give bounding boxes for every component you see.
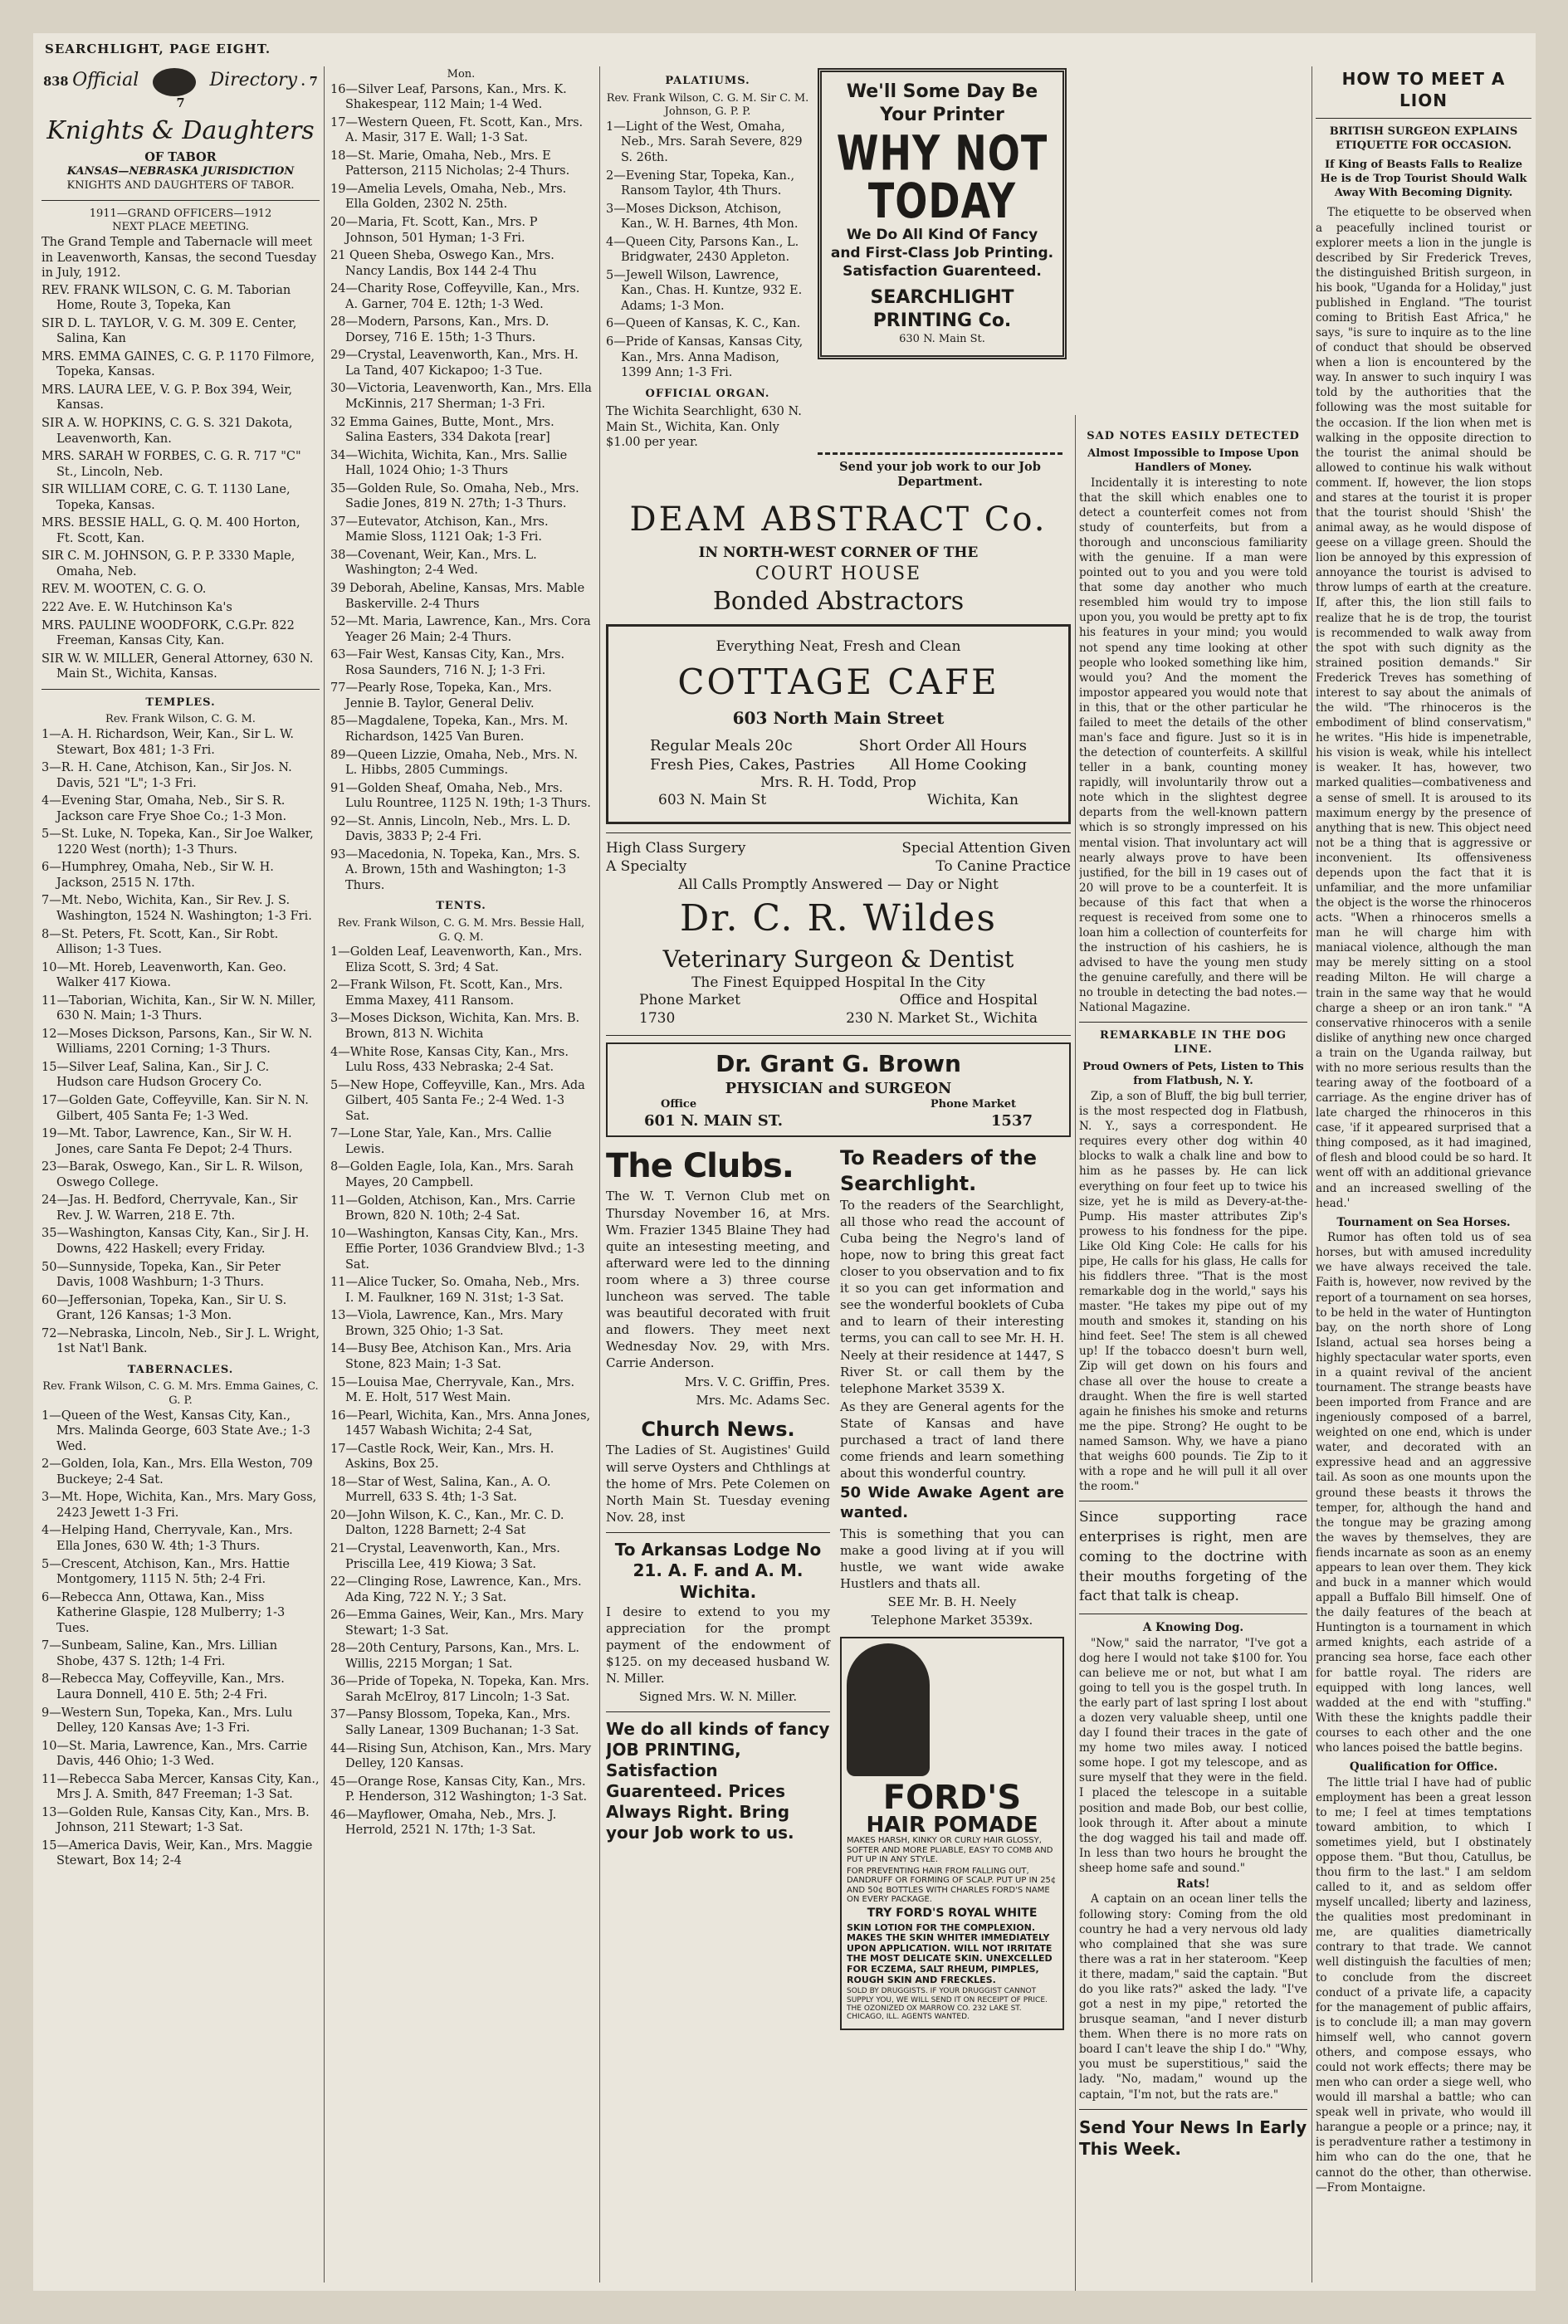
right-articles [840, 1145, 1064, 2038]
official-label: Official [72, 70, 139, 90]
temple-entry: 1—A. H. Richardson, Weir, Kan., Sir L. W. Stewart, Box 481; 1-3 Fri. [42, 728, 294, 757]
tent-entry: 16—Pearl, Wichita, Kan., Mrs. Anna Jones, 1457 Wabash Wichita; 2-4 Sat, [330, 1409, 591, 1438]
temple-entry: 17—Golden Gate, Coffeyville, Kan. Sir N. N. Gilbert, 405 Santa Fe; 1-3 Wed. [42, 1094, 309, 1123]
tabernacle-entry: 92—St. Annis, Lincoln, Neb., Mrs. L. D. Davis, 3833 P; 2-4 Fri. [330, 814, 571, 844]
tabernacle-entry: 13—Golden Rule, Kansas City, Kan., Mrs. B. Johnson, 211 Stewart; 1-3 Sat. [42, 1805, 310, 1835]
tent-entry: 45—Orange Rose, Kansas City, Kan., Mrs. P. Henderson, 312 Washington; 1-3 Sat. [330, 1775, 588, 1804]
tent-entry: 13—Viola, Lawrence, Kan., Mrs. Mary Brown, 325 Ohio; 1-3 Sat. [330, 1309, 564, 1338]
cafe-tag: Everything Neat, Fresh and Clean [716, 638, 961, 656]
vet-office-label: Office and Hospital [899, 992, 1038, 1009]
tabernacle-entry: 16—Silver Leaf, Parsons, Kan., Mrs. K. Shakespear, 112 Main; 1-4 Wed. [330, 82, 567, 112]
cafe-street: 603 North Main Street [732, 707, 945, 728]
temple-entry: 24—Jas. H. Bedford, Cherryvale, Kan., Sir Rev. J. W. Warren, 218 E. 7th. [42, 1194, 298, 1223]
lion-text: The etiquette to be observed when a peacefully inclined tourist or explorer meets a lion in the jungle is described by Sir Frederick Treves, the distinguished British surgeon, in his book, "Uganda for a Holiday," just published in England. "The tourist coming to British East Africa," he says, "is sure to inquire as to the line of conduct that should be observed when a lion is encountered by the way. In answer to such inquiry I was told by the authorities that the following was the most suitable for the occasion. If the lion when met is walking in the opposite direction to the tourist the animal should be allowed to continue his walk without comment. If, however, the lion stops and stares at the tourist it is proper that the tourist should 'Shish' the animal away, as he would dispose of geese on a village green. Should the lion be annoyed by this expression of annoyance the tourist is advised to throw lumps of earth at the creature. If, after this, the lion still fails to realize that he is de trop, the tourist is recommended to walk away from the spot with such dignity as the strained position demands." Sir Frederick Treves has something of interest to say about the animals of the wild. "The rhinoceros is the embodiment of blind conservatism," he writes. "His hide is impenetrable, his vision is weak, while his intellect is weaker. It has, however, two marked qualities—combativeness and a sense of smell. It is aroused to its maximum energy by the presence of anything that is new. This object need not be a thing that is aggressive or inconvenient. Its offensiveness depends upon the fact that it is unfamiliar, and the more unfamiliar the object is the worse the rhinoceros acts. "When a rhinoceros smells a man he will charge him with maniacal violence, although the man may be merely sitting on a stool reading Milton. He will charge a train in the same way that he would charge a sheep or an iron tank." "A conservative rhinoceros with a senile dislike of anything new once charged a train on the Uganda railway, but with no more serious results than the tearing away of the footboard of a carriage. As the engine driver has of late charged the rhinoceros in this case, 'if it appeared surprised that a thing composed, as it had imagined, of flesh and blood could be so hard. It went off with an additional grievance and an increased swelling of the head.' [1316, 206, 1531, 1210]
officer-entry: SIR C. M. JOHNSON, G. P. P. 3330 Maple, Omaha, Neb. [42, 549, 296, 579]
brown-address: 601 N. MAIN ST. [644, 1112, 784, 1130]
tabernacle-entry: 19—Amelia Levels, Omaha, Neb., Mrs. Ella Golden, 2302 N. 25th. [330, 182, 567, 212]
readers-see: SEE Mr. B. H. Neely [887, 1594, 1017, 1609]
tabernacles-continued-list [330, 82, 592, 894]
brown-phone-number: 1537 [990, 1112, 1033, 1130]
dog-line-heading: REMARKABLE IN THE DOG LINE. [1100, 1029, 1287, 1057]
clubs-text: The W. T. Vernon Club met on Thursday November 16, at Mrs. Wm. Frazier 1345 Blaine They had quite an intesesting meeting, and afterward were led to the dinning room where a 3) three course luncheon was served. The table was beautiful decorated with fruit and flowers. They meet next Wednesday Nov. 29, with Mrs. Carrie Anderson. [606, 1189, 830, 1371]
tabernacle-entry: 30—Victoria, Leavenworth, Kan., Mrs. Ella McKinnis, 217 Sherman; 1-3 Fri. [330, 382, 592, 412]
tent-entry: 28—20th Century, Parsons, Kan., Mrs. L. Willis, 2215 Morgan; 1 Sat. [330, 1642, 579, 1671]
vet-special: Special Attention Given [901, 840, 1071, 857]
tabernacle-entry: 39 Deborah, Abeline, Kansas, Mrs. Mable Baskerville. 2-4 Thurs [330, 582, 585, 611]
temple-entry: 35—Washington, Kansas City, Kan., Sir J. H. Downs, 422 Haskell; every Friday. [42, 1227, 310, 1256]
tent-entry: 5—New Hope, Coffeyville, Kan., Mrs. Ada Gilbert, 405 Santa Fe.; 2-4 Wed. 1-3 Sat. [330, 1078, 585, 1123]
tabor-emblem-icon [153, 68, 196, 96]
temple-entry: 7—Mt. Nebo, Wichita, Kan., Sir Rev. J. S. Washington, 1524 N. Washington; 1-3 Fri. [42, 894, 312, 924]
readers-heading: To Readers of the Searchlight. [840, 1146, 1038, 1195]
tabernacle-entry: 24—Charity Rose, Coffeyville, Kan., Mrs. A. Garner, 704 E. 12th; 1-3 Wed. [330, 282, 580, 311]
tents-heading: TENTS. [436, 900, 486, 913]
tournament-heading: Tournament on Sea Horses. [1336, 1215, 1511, 1229]
brown-title: PHYSICIAN and SURGEON [725, 1079, 952, 1097]
brown-office-label: Office [661, 1097, 697, 1111]
knowing-dog-text: "Now," said the narrator, "I've got a dog here I would not take $100 for. You can believe me or not, but what I am going to tell you is the gospel truth. In the early part of last spring I lost about a dozen very valuable sheep, until one day I found their traces in the gate of my home two miles away. I noticed some hope. I got my telescope, and as sure myself that they were in the field. I placed the telescope in a suitable position and made Bob, our best collie, look through it. After about a minute the dog wagged his tail and made off. In less than two hours he brought the sheep home safe and sound." [1079, 1636, 1307, 1875]
tabernacle-entry: 5—Crescent, Atchison, Kan., Mrs. Hattie Montgomery, 1115 N. 5th; 2-4 Fri. [42, 1557, 290, 1587]
tabernacle-entry: 15—America Davis, Weir, Kan., Mrs. Maggie Stewart, Box 14; 2-4 [42, 1838, 313, 1868]
palatium-entry: 6—Queen of Kansas, K. C., Kan. [606, 317, 801, 331]
readers-text2: As they are General agents for the State of Kansas and have purchased a tract of land there come friends and learn something about this wonderful country. [840, 1399, 1064, 1482]
tabernacles-list [42, 1409, 320, 1869]
clubs-sig1: Mrs. V. C. Griffin, Pres. [684, 1374, 830, 1389]
printer-ad-headline: WHY NOT TODAY [836, 124, 1048, 229]
lodge-text: I desire to extend to you my appreciation for the prompt payment of the endowment of $125. on my deceased husband W. N. Miller. [606, 1604, 830, 1687]
grand-officers-head: 1911—GRAND OFFICERS—1912 [89, 207, 272, 220]
tent-entry: 44—Rising Sun, Atchison, Kan., Mrs. Mary Delley, 120 Kansas. [330, 1741, 592, 1771]
official-organ-text: The Wichita Searchlight, 630 N. Main St., Wichita, Kan. Only $1.00 per year. [606, 405, 802, 450]
column-lion-article [1316, 68, 1531, 2284]
fords-sub: HAIR POMADE [866, 1813, 1038, 1838]
tabernacle-entry: 8—Rebecca May, Coffeyville, Kan., Mrs. Laura Donnell, 410 E. 5th; 2-4 Fri. [42, 1672, 285, 1702]
tent-entry: 22—Clinging Rose, Lawrence, Kan., Mrs. Ada King, 722 N. Y.; 3 Sat. [330, 1575, 582, 1604]
tabernacle-entry: 85—Magdalene, Topeka, Kan., Mrs. M. Richardson, 1425 Van Buren. [330, 715, 569, 744]
brown-name: Dr. Grant G. Brown [716, 1049, 961, 1077]
tabernacle-entry: 9—Western Sun, Topeka, Kan., Mrs. Lulu Delley, 120 Kansas Ave; 1-3 Fri. [42, 1706, 293, 1736]
temple-entry: 72—Nebraska, Lincoln, Neb., Sir J. L. Wright, 1st Nat'l Bank. [42, 1326, 320, 1356]
directory-header [42, 68, 320, 112]
tabernacles-heading: TABERNACLES. [127, 1363, 234, 1376]
tent-entry: 46—Mayflower, Omaha, Neb., Mrs. J. Herrold, 2521 N. 17th; 1-3 Sat. [330, 1808, 557, 1838]
tabernacle-entry: 17—Western Queen, Ft. Scott, Kan., Mrs. A. Masir, 317 E. Wall; 1-3 Sat. [330, 115, 584, 145]
palatiums-sub: Rev. Frank Wilson, C. G. M. Sir C. M. Johnson, G. P. P. [606, 91, 809, 119]
vet-name: Dr. C. R. Wildes [679, 897, 997, 940]
column-rule [324, 66, 325, 2282]
fords-try: TRY FORD'S ROYAL WHITE [867, 1906, 1038, 1920]
temple-entry: 60—Jeffersonian, Topeka, Kan., Sir U. S. Grant, 126 Kansas; 1-3 Mon. [42, 1293, 287, 1323]
issue-number: 838 [43, 75, 69, 89]
column-directory-continued [330, 68, 592, 2284]
officer-entry: MRS. LAURA LEE, V. G. P. Box 394, Weir, Kansas. [42, 383, 293, 413]
race-enterprises-text: Since supporting race enterprises is right, men are coming to the doctrine with their mouths forgeting of the fact that talk is cheap. [1079, 1509, 1307, 1605]
tabernacle-entry: 29—Crystal, Leavenworth, Kan., Mrs. H. La Tand, 407 Kickapoo; 1-3 Tue. [330, 349, 579, 378]
palatiums-heading: PALATIUMS. [665, 75, 750, 87]
palatium-entry: 4—Queen City, Parsons Kan., L. Bridgwater, 2430 Appleton. [606, 235, 799, 265]
sad-notes-sub: Almost Impossible to Impose Upon Handlers of Money. [1087, 447, 1299, 474]
temple-entry: 3—R. H. Cane, Atchison, Kan., Sir Jos. N. Davis, 521 "L"; 1-3 Fri. [42, 761, 292, 790]
sad-notes-text: Incidentally it is interesting to note that the skill which enables one to detect a counterfeit comes not from study of counterfeits, but from a thorough and unconscious familiarity with the genuine. If a man were pointed out to you and you were told that some day another who much resembled him would try to impose upon you, you would be pretty apt to fix his features in your mind; you would not spend any time looking at other people who looked something like him, would you? And the moment the impostor appeared you would note that in this, that or the other particular he failed to meet the details of the other man's face and figure. Just so it is in the detection of counterfeits. A skillful teller in a bank, counting money rapidly, will involuntarily throw out a note which in the slightest degree departs from the well-known pattern which is so strongly impressed on his mental vision. That involuntary act will nearly always prove to have been justified, for the bill in 19 cases out of 20 will prove to be a counterfeit. It is because of this fact that when a request is received from some one to loan him a collection of counterfeits for the instruction of his cashiers, he is advised to have the young men study the genuine carefully, and there will be no trouble in detecting the bad notes.—National Magazine. [1079, 476, 1307, 1015]
tabernacle-entry: 11—Rebecca Saba Mercer, Kansas City, Kan., Mrs J. A. Smith, 847 Freeman; 1-3 Sat. [42, 1772, 320, 1802]
temple-entry: 6—Humphrey, Omaha, Neb., Sir W. H. Jackson, 2515 N. 17th. [42, 861, 274, 890]
tent-entry: 18—Star of West, Salina, Kan., A. O. Murrell, 633 S. 4th; 1-3 Sat. [330, 1475, 551, 1505]
woman-portrait-icon [847, 1643, 930, 1776]
directory-label: Directory [209, 70, 298, 90]
jurisdiction: KANSAS—NEBRASKA JURISDICTION [66, 165, 295, 178]
printer-ad-company: SEARCHLIGHT PRINTING Co. [870, 286, 1014, 331]
job-printing-ad: We do all kinds of fancy JOB PRINTING, Satisfaction Guarenteed. Prices Always Right. Bring your Job work to us. [606, 1719, 830, 1843]
deam-abstract-ad [606, 499, 1071, 618]
vet-phone-number: 1730 [639, 1010, 676, 1028]
masthead: SEARCHLIGHT, PAGE EIGHT. [45, 42, 271, 56]
of-tabor: OF TABOR [144, 149, 217, 164]
tent-entry: 14—Busy Bee, Atchison Kan., Mrs. Aria Stone, 823 Main; 1-3 Sat. [330, 1342, 572, 1371]
official-organ-heading: OFFICIAL ORGAN. [645, 387, 770, 400]
cafe-home-cooking: All Home Cooking [889, 755, 1027, 774]
temple-entry: 23—Barak, Oswego, Kan., Sir L. R. Wilson, Oswego College. [42, 1160, 304, 1189]
tabernacle-entry: 34—Wichita, Wichita, Kan., Mrs. Sallie Hall, 1024 Ohio; 1-3 Thurs [330, 448, 568, 478]
officer-entry: MRS. EMMA GAINES, C. G. P. 1170 Filmore, Topeka, Kansas. [42, 349, 315, 379]
officer-entry: REV. M. WOOTEN, C. G. O. [42, 583, 207, 597]
knowing-dog-heading: A Knowing Dog. [1142, 1621, 1244, 1635]
column-directory [42, 68, 320, 2284]
palatiums-list [606, 120, 809, 381]
deam-line4: Bonded Abstractors [712, 587, 965, 617]
job-ad: Send your job work to our Job Department. [818, 452, 1062, 496]
lodge-sig: Signed Mrs. W. N. Miller. [638, 1689, 798, 1705]
tent-entry: 26—Emma Gaines, Weir, Kan., Mrs. Mary Stewart; 1-3 Sat. [330, 1609, 584, 1638]
qualification-heading: Qualification for Office. [1349, 1760, 1498, 1774]
tabernacle-entry: 18—St. Marie, Omaha, Neb., Mrs. E Patterson, 2115 Nicholas; 2-4 Thurs. [330, 149, 570, 178]
readers-text: To the readers of the Searchlight, all those who read the account of Cuba being the Negro's land of hope, now to bring this great fact closer to you observation and to fix it so you can get information and see the wonderful booklets of Cuba and to learn of their interesting terms, you can call to see Mr. H. H. Neely at their residence at 1447, S River St. or call them by the telephone Market 3539 X. [840, 1197, 1064, 1396]
brown-phone-label: Phone Market [930, 1097, 1016, 1111]
tent-entry: 36—Pride of Topeka, N. Topeka, Kan. Mrs. Sarah McElroy, 817 Lincoln; 1-3 Sat. [330, 1675, 589, 1704]
tabernacle-entry: 20—Maria, Ft. Scott, Kan., Mrs. P Johnson, 501 Hyman; 1-3 Fri. [330, 216, 538, 245]
vet-phone-label: Phone Market [639, 992, 740, 1009]
tabernacle-entry: 91—Golden Sheaf, Omaha, Neb., Mrs. Lulu Rountree, 1125 N. 19th; 1-3 Thurs. [330, 781, 591, 811]
fords-text2: FOR PREVENTING HAIR FROM FALLING OUT, DANDRUFF OR FORMING OF SCALP. PUT UP IN 25¢ AND 50¢ BOTTLES WITH CHARLES FORD'S NAME ON EVERY PACKAGE. [847, 1866, 1057, 1905]
tent-entry: 10—Washington, Kansas City, Kan., Mrs. Effie Porter, 1036 Grandview Blvd.; 1-3 Sat. [330, 1227, 585, 1272]
tent-entry: 11—Golden, Atchison, Kan., Mrs. Carrie Brown, 820 N. 10th; 2-4 Sat. [330, 1194, 576, 1223]
tournament-text: Rumor has often told us of sea horses, but with amused incredulity we have always received the tale. Faith is, however, now revived by the report of a tournament on sea horses, to be held in the water of Huntington bay, on the north shore of Long Island, actual sea horses being a highly spectacular water sports, even in a quaint revival of the ancient tournament. The strange beasts have been imported from France and are ingeniously composed of a barrel, weighted on one end, which is under water, and decorated with an expressive head and an aggressive tail. As soon as one mounts upon the ground these beasts it throws the temper, for, although the hand and the tongue may be grazing among the waves by themselves, they are fiends incarnate as soon as an enemy appears to lean over them. They kick and buck in a manner which would appall a Buffalo Bill himself. One of the daily features of the beach at Huntington is a tournament in which armed knights, each astride of a prancing sea horse, face each other for battle royal. The riders are equipped with long lances, well wadded at the end with "stuffing." With these the knights paddle their courses to each other and the one who lances poised the battle begins. [1316, 1231, 1531, 1755]
vet-hospital: The Finest Equipped Hospital In the City [691, 974, 985, 991]
cottage-cafe-ad [606, 624, 1071, 824]
palatium-entry: 1—Light of the West, Omaha, Neb., Mrs. Sarah Severe, 829 S. 26th. [606, 120, 803, 164]
palatium-entry: 6—Pride of Kansas, Kansas City, Kan., Mrs. Anna Madison, 1399 Ann; 1-3 Fri. [606, 334, 804, 380]
tent-entry: 7—Lone Star, Yale, Kan., Mrs. Callie Lewis. [330, 1127, 552, 1156]
column-articles [1079, 423, 1307, 2291]
officer-entry: SIR A. W. HOPKINS, C. G. S. 321 Dakota, Leavenworth, Kan. [42, 417, 293, 446]
meeting-text: The Grand Temple and Tabernacle will meet in Leavenworth, Kansas, the second Tuesday in July, 1912. [42, 235, 317, 281]
tabernacle-entry: 37—Eutevator, Atchison, Kan., Mrs. Mamie Sloss, 1121 Oak; 1-3 Fri. [330, 515, 549, 544]
cafe-address: 603 N. Main St [658, 792, 767, 809]
rats-heading: Rats! [1176, 1877, 1210, 1891]
deam-line2: IN NORTH-WEST CORNER OF THE [698, 544, 979, 562]
tent-entry: 15—Louisa Mae, Cherryvale, Kan., Mrs. M. E. Holt, 517 West Main. [330, 1375, 575, 1405]
vet-title: Veterinary Surgeon & Dentist [662, 945, 1014, 973]
cafe-meals: Regular Meals 20c [650, 736, 793, 754]
lion-sub2: If King of Beasts Falls to Realize He is de Trop Tourist Should Walk Away With Becoming Dignity. [1320, 158, 1527, 199]
readers-telephone: Telephone Market 3539x. [871, 1613, 1033, 1628]
temple-entry: 12—Moses Dickson, Parsons, Kan., Sir W. N. Williams, 2201 Corning; 1-3 Thurs. [42, 1027, 313, 1057]
veterinary-ad [606, 840, 1071, 1028]
brown-ad [606, 1042, 1071, 1138]
issue-number-right: . 7 7 [176, 75, 318, 110]
tents-sub: Rev. Frank Wilson, C. G. M. Mrs. Bessie Hall, G. Q. M. [337, 917, 585, 944]
tent-entry: 4—White Rose, Kansas City, Kan., Mrs. Lulu Ross, 433 Nebraska; 2-4 Sat. [330, 1045, 569, 1075]
palatium-entry: 2—Evening Star, Topeka, Kan., Ransom Taylor, 4th Thurs. [606, 168, 795, 198]
tents-list [330, 945, 592, 1838]
tabernacle-entry: 1—Queen of the West, Kansas City, Kan., Mrs. Malinda George, 603 State Ave.; 1-3 Wed. [42, 1409, 310, 1453]
kdt-heading: KNIGHTS AND DAUGHTERS OF TABOR. [66, 179, 295, 193]
tabernacle-entry: 32 Emma Gaines, Butte, Mont., Mrs. Salina Easters, 334 Dakota [rear] [330, 415, 554, 445]
tabernacle-entry: 35—Golden Rule, So. Omaha, Neb., Mrs. Sadie Jones, 819 N. 27th; 1-3 Thurs. [330, 481, 579, 511]
tabernacle-entry: 77—Pearly Rose, Topeka, Kan., Mrs. Jennie B. Taylor, General Deliv. [330, 681, 552, 710]
temple-entry: 8—St. Peters, Ft. Scott, Kan., Sir Robt. Allison; 1-3 Tues. [42, 927, 279, 957]
dog-line-text: Zip, a son of Bluff, the big bull terrier, is the most respected dog in Flatbush, N. Y., says a correspondent. He requires every other dog within 40 blocks to walk a chalk line and bow to him as he passes by. He can lick everything on four feet up to twice his size, yet he is mild as Devery-at-the-Pump. His master attributes Zip's prowess to his fondness for the pipe. Like Old King Cole: He calls for his pipe, He calls for his glass, He calls for his fiddlers three. "That is the most remarkable dog in the world," says his master. "He takes my pipe out of my mouth and smokes it, standing on his hind feet. See! The stem is all chewed up! If the tobacco doesn't burn well, Zip will get down on his fours and chase all over the house to create a draught. When the fire is well started again he finishes his smoke and returns me the pipe. Strong? He ought to be named Samson. Why, we have a piano that weighs 600 pounds. Tie Zip to it with a rope and he will pull it all over the room." [1079, 1090, 1307, 1494]
vet-specialty: A Specialty [606, 857, 687, 875]
officers-list [42, 283, 320, 682]
tabernacle-entry: 52—Mt. Maria, Lawrence, Kan., Mrs. Cora Yeager 26 Main; 2-4 Thurs. [330, 615, 591, 644]
tabernacle-entry: 38—Covenant, Weir, Kan., Mrs. L. Washington; 2-4 Wed. [330, 548, 537, 578]
vet-surgery: High Class Surgery [606, 840, 746, 857]
column-rule [1075, 415, 1076, 2291]
tabernacle-entry: 93—Macedonia, N. Topeka, Kan., Mrs. S. A. Brown, 15th and Washington; 1-3 Thurs. [330, 847, 580, 892]
officer-entry: 222 Ave. E. W. Hutchinson Ka's [42, 601, 232, 615]
officer-entry: MRS. PAULINE WOODFORK, C.G.Pr. 822 Freeman, Kansas City, Kan. [42, 618, 295, 648]
newspaper-page [33, 33, 1536, 2291]
column-rule [599, 66, 600, 2282]
next-meeting-head: NEXT PLACE MEETING. [112, 221, 249, 234]
cafe-city: Wichita, Kan [926, 792, 1018, 809]
tabernacle-entry: 10—St. Maria, Lawrence, Kan., Mrs. Carrie Davis, 446 Ohio; 1-3 Wed. [42, 1739, 308, 1769]
tent-entry: 1—Golden Leaf, Leavenworth, Kan., Mrs. Eliza Scott, S. 3rd; 4 Sat. [330, 945, 583, 974]
vet-calls: All Calls Promptly Answered — Day or Night [678, 876, 999, 893]
agents-wanted-heading: 50 Wide Awake Agent are wanted. [840, 1484, 1064, 1522]
printer-ad [818, 68, 1067, 359]
fords-name: FORD'S [882, 1779, 1022, 1818]
agents-wanted-text: This is something that you can make a good living at if you will hustle, we want wide awake Hustlers and thats all. [840, 1526, 1064, 1591]
officer-entry: SIR WILLIAM CORE, C. G. T. 1130 Lane, Topeka, Kansas. [42, 483, 291, 512]
palatiums-block [606, 68, 809, 452]
lodge-heading: To Arkansas Lodge No 21. A. F. and A. M. Wichita. [614, 1539, 822, 1603]
tabernacle-entry: 89—Queen Lizzie, Omaha, Neb., Mrs. N. L. Hibbs, 2805 Cummings. [330, 748, 578, 778]
temples-list [42, 727, 320, 1357]
vet-address: 230 N. Market St., Wichita [846, 1010, 1038, 1028]
officer-entry: SIR W. W. MILLER, General Attorney, 630 N. Main St., Wichita, Kansas. [42, 652, 314, 681]
tabernacle-entry: 21 Queen Sheba, Oswego Kan., Mrs. Nancy Landis, Box 144 2-4 Thu [330, 249, 554, 278]
temple-entry: 19—Mt. Tabor, Lawrence, Kan., Sir W. H. Jones, care Santa Fe Depot; 2-4 Thurs. [42, 1127, 293, 1156]
deam-name: DEAM ABSTRACT Co. [629, 500, 1048, 539]
officer-entry: MRS. SARAH W FORBES, C. G. R. 717 "C" St., Lincoln, Neb. [42, 450, 301, 479]
left-articles [606, 1145, 830, 2038]
tent-entry: 11—Alice Tucker, So. Omaha, Neb., Mrs. I. M. Faulkner, 169 N. 31st; 1-3 Sat. [330, 1276, 580, 1305]
cafe-short-order: Short Order All Hours [858, 736, 1027, 754]
temples-sub: Rev. Frank Wilson, C. G. M. [105, 713, 256, 726]
officer-entry: MRS. BESSIE HALL, G. Q. M. 400 Horton, Ft. Scott, Kan. [42, 516, 300, 545]
officer-entry: REV. FRANK WILSON, C. G. M. Taborian Home, Route 3, Topeka, Kan [42, 283, 291, 313]
tent-entry: 20—John Wilson, K. C., Kan., Mr. C. D. Dalton, 1228 Barnett; 2-4 Sat [330, 1508, 564, 1538]
tabernacle-entry: 2—Golden, Iola, Kan., Mrs. Ella Weston, 709 Buckeye; 2-4 Sat. [42, 1457, 313, 1487]
tabernacle-entry: 6—Rebecca Ann, Ottawa, Kan., Miss Katherine Glaspie, 128 Mulberry; 1-3 Tues. [42, 1590, 286, 1635]
vet-canine: To Canine Practice [935, 857, 1071, 875]
tent-entry: 17—Castle Rock, Weir, Kan., Mrs. H. Askins, Box 25. [330, 1442, 554, 1472]
fords-text3: SKIN LOTION FOR THE COMPLEXION. MAKES THE SKIN WHITER IMMEDIATELY UPON APPLICATION. WILL NOT IRRITATE THE MOST DELICATE SKIN. UNEXCELLED FOR ECZEMA, SALT RHEUM, PIMPLES, ROUGH SKIN AND FRECKLES. [847, 1921, 1053, 1985]
fords-pomade-ad [840, 1637, 1064, 2030]
church-heading: Church News. [641, 1417, 795, 1441]
temple-entry: 5—St. Luke, N. Topeka, Kan., Sir Joe Walker, 1220 West (north); 1-3 Thurs. [42, 828, 314, 857]
clubs-heading: The Clubs. [606, 1147, 794, 1186]
temple-entry: 11—Taborian, Wichita, Kan., Sir W. N. Miller, 630 N. Main; 1-3 Thurs. [42, 994, 316, 1023]
tabernacle-entry: 28—Modern, Parsons, Kan., Mrs. D. Dorsey, 716 E. 15th; 1-3 Thurs. [330, 315, 550, 344]
tabernacles-sub: Rev. Frank Wilson, C. G. M. Mrs. Emma Gaines, C. G. P. [42, 1380, 319, 1408]
temples-heading: TEMPLES. [145, 696, 216, 709]
temple-entry: 50—Sunnyside, Topeka, Kan., Sir Peter Davis, 1008 Washburn; 1-3 Thurs. [42, 1260, 281, 1290]
cafe-name: COTTAGE CAFE [677, 662, 999, 703]
palatium-entry: 3—Moses Dickson, Atchison, Kan., W. H. Barnes, 4th Mon. [606, 202, 799, 232]
cafe-prop: Mrs. R. H. Todd, Prop [760, 774, 916, 791]
lion-sub: BRITISH SURGEON EXPLAINS ETIQUETTE FOR OCCASION. [1329, 125, 1518, 152]
tabernacle-entry: 4—Helping Hand, Cherryvale, Kan., Mrs. Ella Jones, 630 W. 4th; 1-3 Thurs. [42, 1524, 293, 1554]
lion-heading: HOW TO MEET A LION [1341, 69, 1506, 110]
dog-line-sub: Proud Owners of Pets, Listen to This from Flatbush, N. Y. [1082, 1061, 1304, 1088]
palatium-entry: 5—Jewell Wilson, Lawrence, Kan., Chas. H. Kuntze, 932 E. Adams; 1-3 Mon. [606, 268, 803, 313]
printer-ad-line1: We'll Some Day Be Your Printer [846, 81, 1038, 126]
tabernacle-entry: 7—Sunbeam, Saline, Kan., Mrs. Lillian Shobe, 437 S. 12th; 1-4 Fri. [42, 1639, 278, 1668]
column-ads [606, 68, 1071, 2284]
tabernacle-entry: 63—Fair West, Kansas City, Kan., Mrs. Rosa Saunders, 716 N. J; 1-3 Fri. [330, 648, 565, 677]
tent-entry: 21—Crystal, Leavenworth, Kan., Mrs. Priscilla Lee, 419 Kiowa; 3 Sat. [330, 1541, 560, 1571]
tent-entry: 37—Pansy Blossom, Topeka, Kan., Mrs. Sally Lanear, 1309 Buchanan; 1-3 Sat. [330, 1708, 579, 1737]
tent-entry: 3—Moses Dickson, Wichita, Kan. Mrs. B. Brown, 813 N. Wichita [330, 1012, 580, 1042]
officer-entry: SIR D. L. TAYLOR, V. G. M. 309 E. Center, Salina, Kan [42, 316, 297, 346]
tabernacle-entry: 3—Mt. Hope, Wichita, Kan., Mrs. Mary Goss, 2423 Jewett 1-3 Fri. [42, 1491, 317, 1520]
printer-ad-text: We Do All Kind Of Fancy and First-Class Job Printing. Satisfaction Guarenteed. [830, 227, 1054, 280]
fords-text1: MAKES HARSH, KINKY OR CURLY HAIR GLOSSY, SOFTER AND MORE PLIABLE, EASY TO COMB AND PUT UP IN ANY STYLE. [847, 1836, 1053, 1865]
clubs-sig2: Mrs. Mc. Adams Sec. [696, 1392, 830, 1408]
qualification-text: The little trial I have had of public employment has been a great lesson to me; I feel at times temptations toward ambition, to which I sometimes yield, but I obstinately oppose them. "But thou, Catullus, be thou firm to the last." I am seldom called to it, and as seldom offer myself uncalled; liberty and laziness, the qualities most predominant in me, are qualities diametrically contrary to that trade. We cannot well distinguish the faculties of men; to conclude from the discreet conduct of a private life, a capacity for the management of public affairs, is to conclude ill; a man may govern himself well, who cannot govern others, and compose essays, who could not work effects; there may be men who can order a siege well, who would ill marshal a battle; who can speak well in private, who would ill harangue a people or a prince; nay, it is peradventure rather a testimony in him who can do the one, that he cannot do the other, than otherwise.—From Montaigne. [1316, 1775, 1531, 2195]
church-text: The Ladies of St. Augistines' Guild will serve Oysters and Chthlings at the home of Mrs. Pete Colemen on North Main St. Tuesday evening Nov. 28, inst [606, 1443, 830, 1525]
rats-text: A captain on an ocean liner tells the following story: Coming from the old country he had a very nervous old lady who complained that she was sure there was a rat in her stateroom. "Keep it there, madam," said the captain. "But do you like rats?" asked the lady. "I've got a nest in my pipe," retorted the brusque seaman, "and I never disturb them. When there is no more rats on board I can't leave the ship I do." "Why, you must be superstitious," said the lady. "No, madam," wound up the captain, "I'm not, but the rats are." [1079, 1892, 1307, 2102]
fords-text4: SOLD BY DRUGGISTS. IF YOUR DRUGGIST CANNOT SUPPLY YOU, WE WILL SEND IT ON RECEIPT OF PRICE. THE OZONIZED OX MARROW CO. 232 LAKE ST. CHICAGO, ILL. AGENTS WANTED. [847, 1987, 1048, 2022]
printer-ad-address: 630 N. Main St. [899, 332, 985, 345]
tent-entry: 2—Frank Wilson, Ft. Scott, Kan., Mrs. Emma Maxey, 411 Ransom. [330, 979, 563, 1008]
continued-text: Mon. [447, 68, 476, 81]
temple-entry: 4—Evening Star, Omaha, Neb., Sir S. R. Jackson care Frye Shoe Co.; 1-3 Mon. [42, 794, 287, 823]
deam-line3: COURT HOUSE [755, 563, 922, 584]
temple-entry: 15—Silver Leaf, Salina, Kan., Sir J. C. Hudson care Hudson Grocery Co. [42, 1060, 270, 1090]
tent-entry: 8—Golden Eagle, Iola, Kan., Mrs. Sarah Mayes, 20 Campbell. [330, 1160, 574, 1189]
temple-entry: 10—Mt. Horeb, Leavenworth, Kan. Geo. Walker 417 Kiowa. [42, 960, 286, 990]
sad-notes-heading: SAD NOTES EASILY DETECTED [1087, 430, 1300, 442]
cafe-pies: Fresh Pies, Cakes, Pastries [650, 755, 855, 774]
directory-title: Knights & Daughters [46, 115, 315, 145]
send-news-text: Send Your News In Early This Week. [1079, 2116, 1307, 2159]
